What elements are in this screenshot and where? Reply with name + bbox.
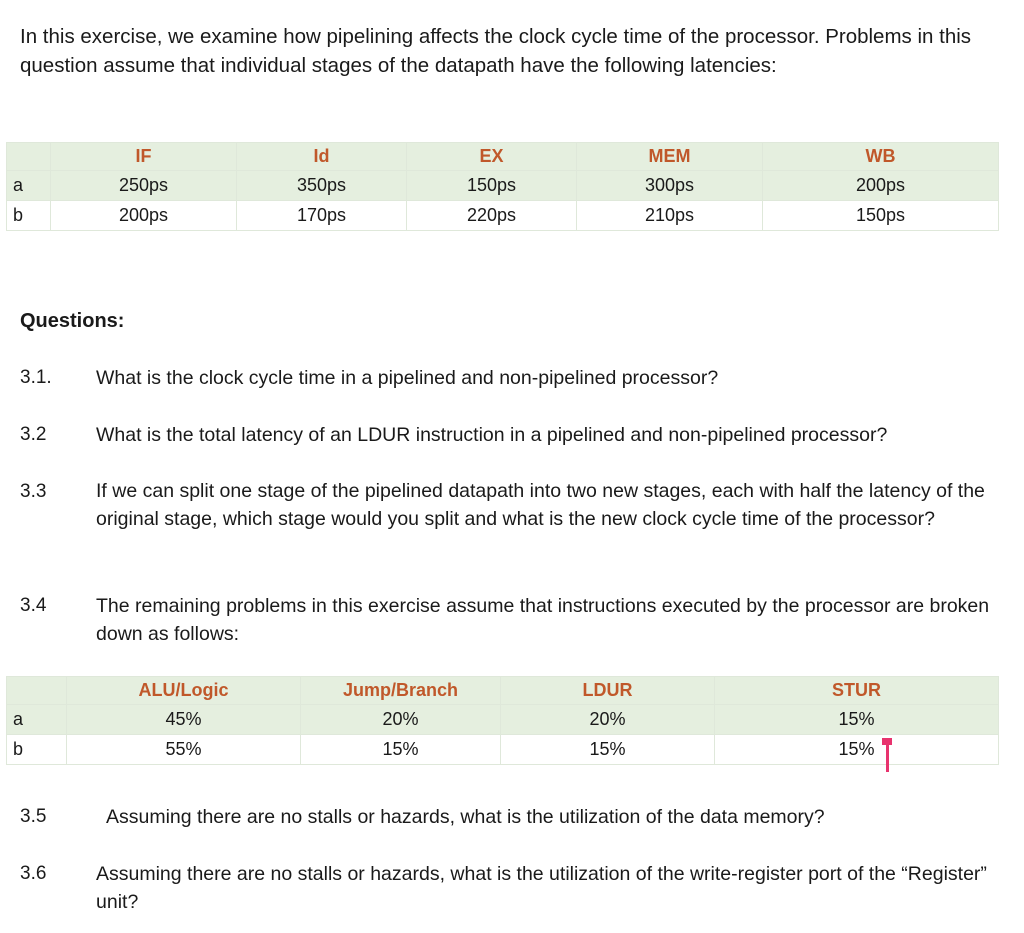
mix-header-corner: [7, 677, 67, 705]
question-text: If we can split one stage of the pipelined datapath into two new stages, each with half the latency of the original stage, which stage would you split and what is the new clock cycle time of the processor?: [96, 480, 985, 530]
question-number: 3.3: [20, 481, 47, 502]
table-row: [7, 735, 999, 765]
table-cell: 15%: [501, 735, 715, 765]
table-cell: 170ps: [237, 201, 407, 231]
latency-header-wb: WB: [763, 143, 999, 171]
question-text: What is the total latency of an LDUR instruction in a pipelined and non-pipelined processor?: [96, 424, 888, 446]
question-text: Assuming there are no stalls or hazards, what is the utilization of the write-register port of the “Register” unit?: [96, 863, 987, 913]
question-text: Assuming there are no stalls or hazards, what is the utilization of the data memory?: [106, 806, 825, 828]
mix-header-jump-branch: Jump/Branch: [301, 677, 501, 705]
table-cell: 15%: [301, 735, 501, 765]
table-cell: 200ps: [51, 201, 237, 231]
table-cell: 15%: [715, 705, 999, 735]
table-cell: 55%: [67, 735, 301, 765]
table-cell: 20%: [501, 705, 715, 735]
row-label: b: [7, 735, 67, 765]
table-cell: 45%: [67, 705, 301, 735]
row-label: b: [7, 201, 51, 231]
table-row: [7, 201, 999, 231]
mix-header-stur: STUR: [715, 677, 999, 705]
table-row: [7, 171, 999, 201]
latency-table: [6, 142, 999, 231]
mix-header-alu-logic: ALU/Logic: [67, 677, 301, 705]
latency-header-ex: EX: [407, 143, 577, 171]
question-number: 3.6: [20, 863, 47, 884]
latency-header-corner: [7, 143, 51, 171]
table-cell: 350ps: [237, 171, 407, 201]
table-cell: 150ps: [407, 171, 577, 201]
intro-paragraph: In this exercise, we examine how pipelining affects the clock cycle time of the processor. Problems in this question assume that individual stages of the datapath have the following latencies:: [20, 25, 972, 77]
mix-header-row: [7, 677, 999, 705]
cursor-bar: [886, 742, 889, 772]
latency-header-mem: MEM: [577, 143, 763, 171]
question-text: The remaining problems in this exercise assume that instructions executed by the processor are broken down as follows:: [96, 595, 990, 645]
questions-heading: Questions:: [20, 310, 125, 332]
mix-header-ldur: LDUR: [501, 677, 715, 705]
table-cell: 210ps: [577, 201, 763, 231]
latency-header-row: [7, 143, 999, 171]
question-text: What is the clock cycle time in a pipelined and non-pipelined processor?: [96, 367, 719, 389]
table-cell: 15%: [715, 735, 999, 765]
row-label: a: [7, 705, 67, 735]
question-number: 3.1.: [20, 367, 52, 388]
table-cell: 20%: [301, 705, 501, 735]
table-cell: 220ps: [407, 201, 577, 231]
table-cell: 300ps: [577, 171, 763, 201]
latency-header-if: IF: [51, 143, 237, 171]
table-cell: 150ps: [763, 201, 999, 231]
text-cursor-icon: [882, 738, 892, 772]
instruction-mix-table: [6, 676, 999, 765]
question-number: 3.5: [20, 806, 47, 827]
question-number: 3.2: [20, 424, 47, 445]
latency-header-id: Id: [237, 143, 407, 171]
table-cell: 200ps: [763, 171, 999, 201]
table-cell: 250ps: [51, 171, 237, 201]
table-row: [7, 705, 999, 735]
row-label: a: [7, 171, 51, 201]
question-number: 3.4: [20, 595, 47, 616]
